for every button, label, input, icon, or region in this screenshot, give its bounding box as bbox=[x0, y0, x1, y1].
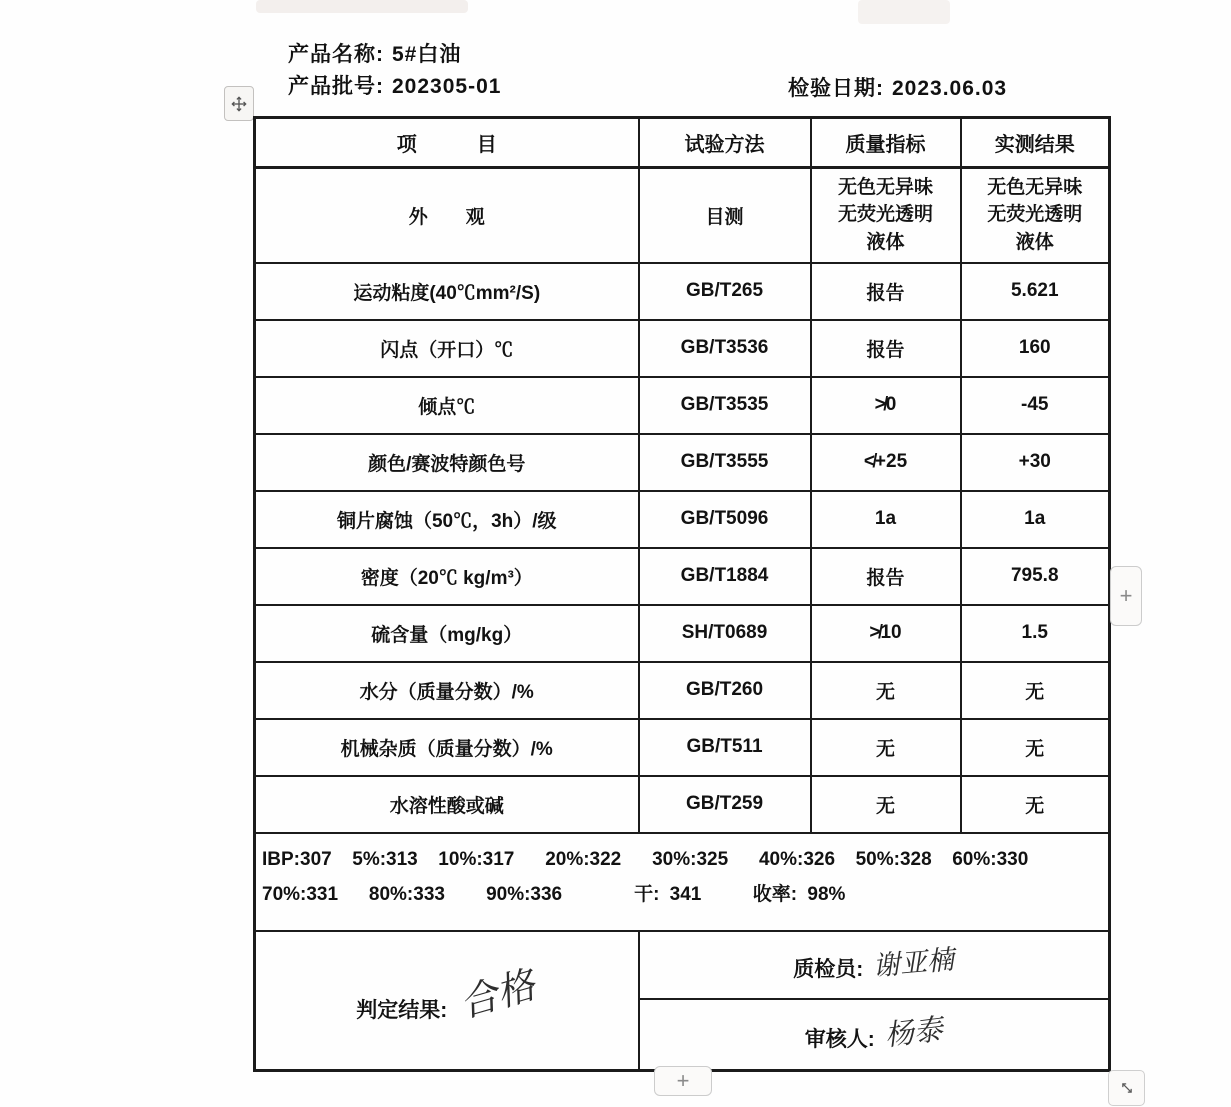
cell-spec[interactable]: ≯10 bbox=[811, 605, 961, 662]
product-name-label: 产品名称: bbox=[288, 43, 384, 66]
reviewer-label: 审核人: bbox=[804, 1027, 875, 1051]
cell-spec[interactable]: 无 bbox=[811, 776, 961, 833]
distillation-line-1: IBP:307 5%:313 10%:317 20%:322 30%:325 40%:326 50%:328 60%:330 bbox=[262, 848, 1029, 870]
cell-spec[interactable]: ≮+25 bbox=[811, 434, 961, 491]
distillation-row bbox=[255, 833, 1110, 931]
table-row bbox=[255, 263, 1110, 320]
cell-item[interactable]: 颜色/赛波特颜色号 bbox=[255, 434, 639, 491]
cell-method[interactable]: GB/T5096 bbox=[639, 491, 811, 548]
inspector-cell[interactable] bbox=[639, 931, 1110, 999]
inspector-label: 质检员: bbox=[793, 958, 864, 981]
batch-label: 产品批号: bbox=[288, 75, 384, 98]
table-row bbox=[255, 320, 1110, 377]
cell-item[interactable]: 外 观 bbox=[255, 168, 639, 263]
product-name-line bbox=[288, 38, 461, 68]
verdict-label: 判定结果: bbox=[356, 998, 448, 1022]
cell-method[interactable]: 目测 bbox=[639, 168, 811, 263]
table-resize-handle[interactable] bbox=[1108, 1070, 1145, 1106]
cell-spec[interactable]: 无 bbox=[811, 662, 961, 719]
date-value: 2023.06.03 bbox=[892, 77, 1008, 100]
table-row bbox=[255, 548, 1110, 605]
move-icon bbox=[229, 94, 249, 114]
verdict-signature: 合格 bbox=[454, 962, 541, 1026]
table-row bbox=[255, 719, 1110, 776]
cell-method[interactable]: GB/T259 bbox=[639, 776, 811, 833]
product-name-value: 5#白油 bbox=[392, 43, 462, 66]
table-move-handle[interactable] bbox=[224, 86, 254, 121]
cell-spec[interactable]: 报告 bbox=[811, 263, 961, 320]
cell-item[interactable]: 运动粘度(40℃mm²/S) bbox=[255, 263, 639, 320]
verdict-cell[interactable] bbox=[255, 931, 639, 1071]
cell-spec[interactable]: 1a bbox=[811, 491, 961, 548]
cell-method[interactable]: GB/T1884 bbox=[639, 548, 811, 605]
cell-result[interactable]: 1a bbox=[961, 491, 1110, 548]
cell-method[interactable]: GB/T260 bbox=[639, 662, 811, 719]
table-row bbox=[255, 491, 1110, 548]
cell-spec[interactable]: 无 bbox=[811, 719, 961, 776]
qc-report-table bbox=[253, 116, 1111, 1072]
table-row bbox=[255, 168, 1110, 263]
table-row bbox=[255, 776, 1110, 833]
batch-value: 202305-01 bbox=[392, 75, 502, 98]
cell-result[interactable]: 无 bbox=[961, 662, 1110, 719]
cell-result[interactable]: -45 bbox=[961, 377, 1110, 434]
cell-item[interactable]: 硫含量（mg/kg） bbox=[255, 605, 639, 662]
batch-number-line bbox=[288, 70, 501, 100]
table-row bbox=[255, 377, 1110, 434]
table-row bbox=[255, 662, 1110, 719]
distillation-line-2: 70%:331 80%:333 90%:336 干: 341 收率: 98% bbox=[262, 883, 846, 905]
cell-item[interactable]: 密度（20℃ kg/m³） bbox=[255, 548, 639, 605]
cell-method[interactable]: GB/T511 bbox=[639, 719, 811, 776]
table-row bbox=[255, 605, 1110, 662]
col-header-spec[interactable]: 质量指标 bbox=[811, 118, 961, 168]
reviewer-cell[interactable] bbox=[639, 999, 1110, 1071]
cell-item[interactable]: 闪点（开口）℃ bbox=[255, 320, 639, 377]
cell-result[interactable]: 无 bbox=[961, 776, 1110, 833]
cell-result[interactable]: 无色无异味 无荧光透明 液体 bbox=[961, 168, 1110, 263]
cell-spec[interactable]: 无色无异味 无荧光透明 液体 bbox=[811, 168, 961, 263]
col-header-result[interactable]: 实测结果 bbox=[961, 118, 1110, 168]
resize-diagonal-icon bbox=[1117, 1078, 1137, 1098]
plus-icon: + bbox=[1119, 583, 1133, 608]
inspection-date-line bbox=[788, 72, 1007, 102]
photo-artifact bbox=[256, 0, 468, 13]
cell-result[interactable]: 5.621 bbox=[961, 263, 1110, 320]
reviewer-signature: 杨泰 bbox=[882, 1011, 945, 1053]
signature-row-top bbox=[255, 931, 1110, 999]
cell-item[interactable]: 倾点℃ bbox=[255, 377, 639, 434]
cell-item[interactable]: 水溶性酸或碱 bbox=[255, 776, 639, 833]
col-header-item[interactable]: 项 目 bbox=[255, 118, 639, 168]
table-row bbox=[255, 434, 1110, 491]
cell-item[interactable]: 铜片腐蚀（50℃，3h）/级 bbox=[255, 491, 639, 548]
cell-result[interactable]: 160 bbox=[961, 320, 1110, 377]
date-label: 检验日期: bbox=[788, 77, 884, 100]
photo-artifact bbox=[858, 0, 950, 24]
cell-result[interactable]: 无 bbox=[961, 719, 1110, 776]
insert-column-button[interactable] bbox=[1110, 566, 1142, 626]
cell-spec[interactable]: 报告 bbox=[811, 548, 961, 605]
plus-icon: + bbox=[676, 1068, 690, 1093]
cell-result[interactable]: 795.8 bbox=[961, 548, 1110, 605]
inspector-signature: 谢亚楠 bbox=[871, 944, 956, 983]
cell-method[interactable]: GB/T3535 bbox=[639, 377, 811, 434]
insert-row-button[interactable] bbox=[654, 1066, 712, 1096]
cell-result[interactable]: 1.5 bbox=[961, 605, 1110, 662]
cell-result[interactable]: +30 bbox=[961, 434, 1110, 491]
cell-spec[interactable]: 报告 bbox=[811, 320, 961, 377]
cell-method[interactable]: GB/T3536 bbox=[639, 320, 811, 377]
cell-item[interactable]: 机械杂质（质量分数）/% bbox=[255, 719, 639, 776]
cell-method[interactable]: GB/T3555 bbox=[639, 434, 811, 491]
col-header-method[interactable]: 试验方法 bbox=[639, 118, 811, 168]
cell-spec[interactable]: ≯0 bbox=[811, 377, 961, 434]
table-header-row bbox=[255, 118, 1110, 168]
cell-method[interactable]: GB/T265 bbox=[639, 263, 811, 320]
distillation-cell[interactable] bbox=[255, 833, 1110, 931]
cell-item[interactable]: 水分（质量分数）/% bbox=[255, 662, 639, 719]
cell-method[interactable]: SH/T0689 bbox=[639, 605, 811, 662]
